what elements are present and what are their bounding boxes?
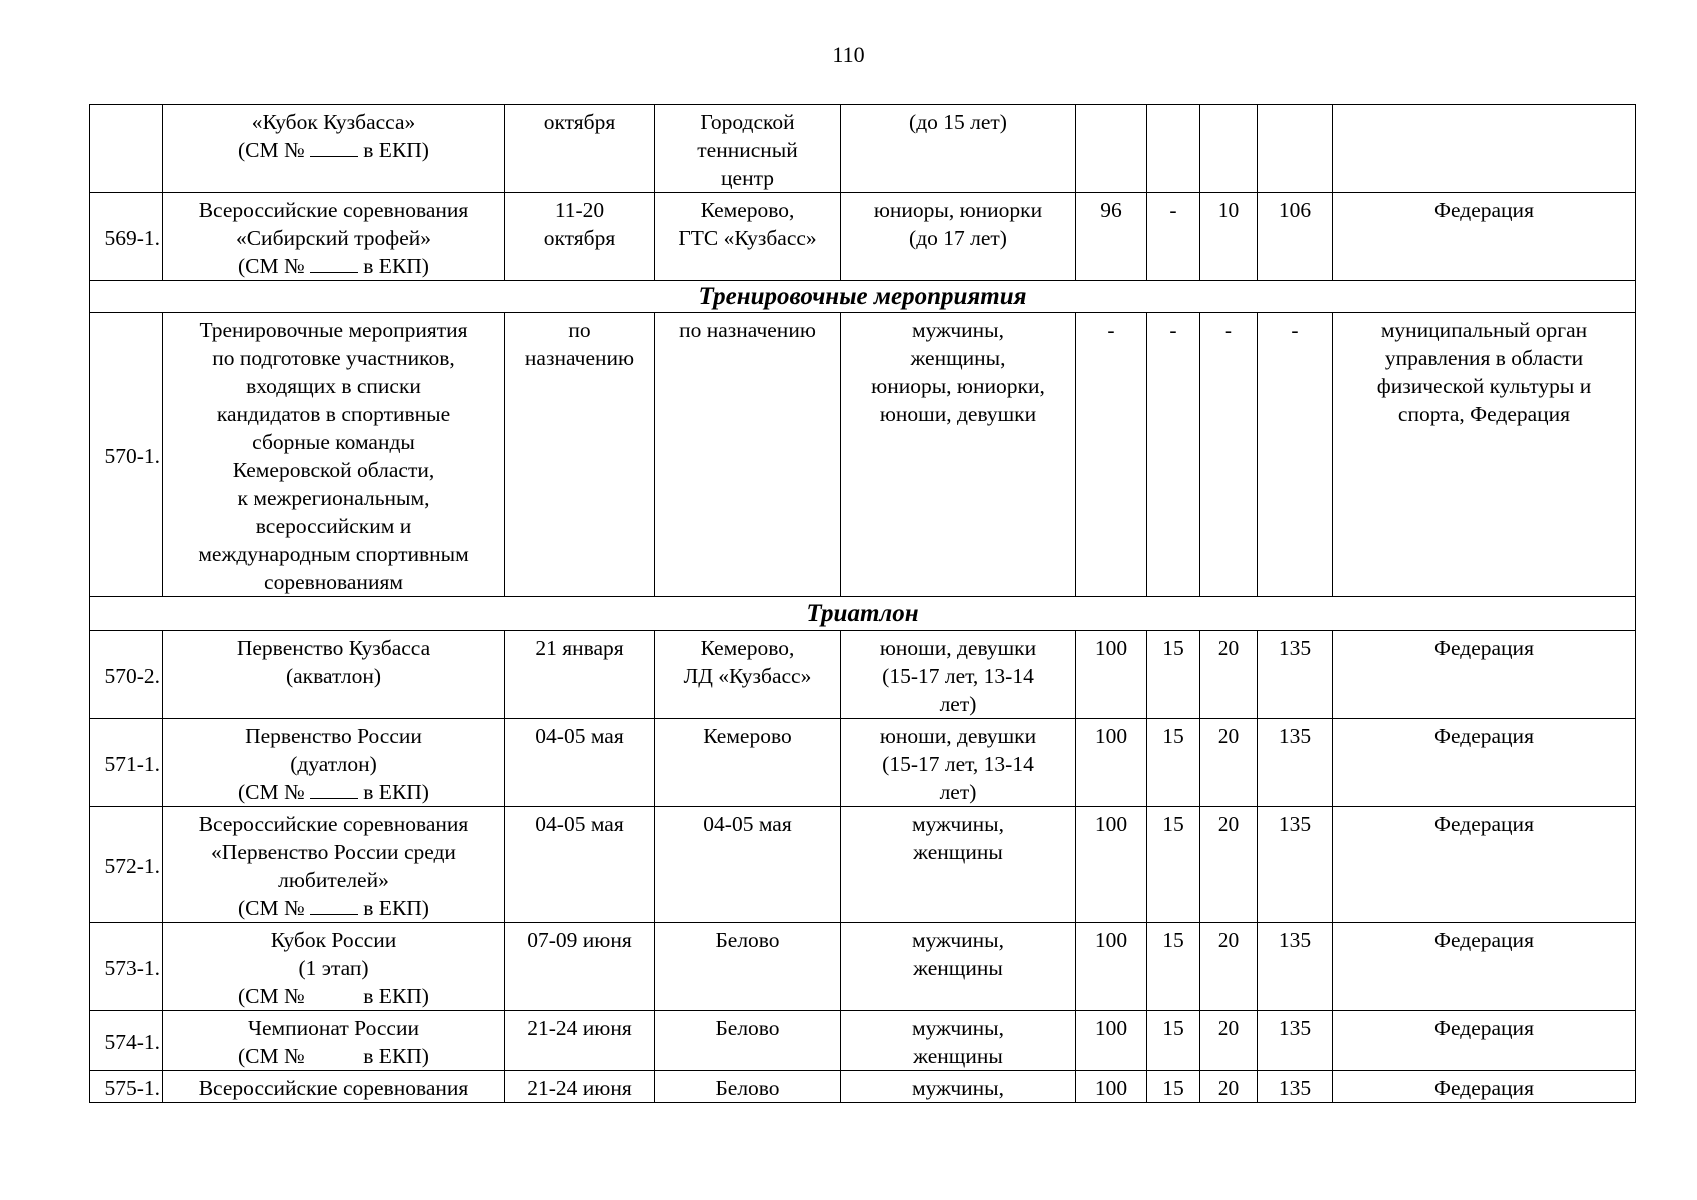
row-number: 573-1. xyxy=(90,923,163,1011)
count-c2: 15 xyxy=(1147,923,1200,1011)
cm-prefix: (СМ № xyxy=(238,138,305,162)
count-c2: 15 xyxy=(1147,807,1200,923)
event-name-line: соревнованиям xyxy=(264,570,403,594)
event-dates-line: 04-05 мая xyxy=(535,724,624,748)
event-dates-cell xyxy=(505,105,655,193)
event-dates-line: 21 января xyxy=(535,636,624,660)
event-name-cell xyxy=(163,807,505,923)
event-place-line: Кемерово, xyxy=(700,636,795,660)
organizer-line: Федерация xyxy=(1434,1076,1534,1100)
event-name-cell xyxy=(163,193,505,281)
count-c1 xyxy=(1076,105,1147,193)
cm-prefix: (СМ № xyxy=(238,984,305,1008)
participants-cell xyxy=(841,923,1076,1011)
participants-cell xyxy=(841,807,1076,923)
organizer-cell xyxy=(1333,631,1636,719)
event-place-line: по назначению xyxy=(679,318,816,342)
count-c3: 20 xyxy=(1200,1011,1258,1071)
event-place-line: ГТС «Кузбасс» xyxy=(678,226,817,250)
event-place-cell xyxy=(655,631,841,719)
event-name-line: сборные команды xyxy=(252,430,415,454)
cm-reference xyxy=(167,252,500,280)
participants-line: юноши, девушки xyxy=(879,724,1037,748)
count-c2: - xyxy=(1147,193,1200,281)
cm-suffix: в ЕКП) xyxy=(363,254,429,278)
organizer-cell xyxy=(1333,105,1636,193)
table-row xyxy=(90,631,1636,719)
organizer-line: Федерация xyxy=(1434,812,1534,836)
total-count: 135 xyxy=(1258,631,1333,719)
organizer-cell xyxy=(1333,807,1636,923)
event-dates-cell xyxy=(505,1071,655,1103)
organizer-line: управления в области xyxy=(1384,346,1584,370)
participants-line: (15-17 лет, 13-14 xyxy=(882,752,1034,776)
event-dates-cell xyxy=(505,923,655,1011)
event-name-line: Всероссийские соревнования xyxy=(198,1076,469,1100)
count-c2 xyxy=(1147,105,1200,193)
cm-reference xyxy=(167,982,500,1010)
cm-suffix: в ЕКП) xyxy=(363,1044,429,1068)
participants-line: мужчины, xyxy=(911,812,1005,836)
event-place-line: Белово xyxy=(715,1016,780,1040)
event-place-cell xyxy=(655,105,841,193)
row-number xyxy=(90,105,163,193)
count-c2: - xyxy=(1147,313,1200,597)
participants-line: юноши, девушки xyxy=(879,636,1037,660)
event-place-line: ЛД «Кузбасс» xyxy=(683,664,812,688)
event-dates-line: по xyxy=(568,318,591,342)
count-c3: 20 xyxy=(1200,631,1258,719)
cm-reference xyxy=(167,778,500,806)
events-table-body xyxy=(90,105,1636,1103)
count-c2: 15 xyxy=(1147,1071,1200,1103)
total-count: - xyxy=(1258,313,1333,597)
event-name-line: Первенство России xyxy=(245,724,422,748)
event-dates-cell xyxy=(505,719,655,807)
event-name-line: Кемеровской области, xyxy=(232,458,435,482)
organizer-line: Федерация xyxy=(1434,198,1534,222)
event-dates-cell xyxy=(505,193,655,281)
event-dates-cell xyxy=(505,313,655,597)
event-place-cell xyxy=(655,719,841,807)
events-table xyxy=(89,104,1636,1103)
cm-blank xyxy=(310,136,358,157)
organizer-line: Федерация xyxy=(1434,928,1534,952)
table-row xyxy=(90,193,1636,281)
event-name-line: «Сибирский трофей» xyxy=(235,226,432,250)
event-dates-line: 04-05 мая xyxy=(535,812,624,836)
event-name-cell xyxy=(163,631,505,719)
event-place-cell xyxy=(655,1011,841,1071)
event-name-line: кандидатов в спортивные xyxy=(216,402,451,426)
row-number: 570-1. xyxy=(90,313,163,597)
count-c1: - xyxy=(1076,313,1147,597)
event-dates-line: назначению xyxy=(524,346,635,370)
event-dates-line: 07-09 июня xyxy=(527,928,632,952)
event-place-cell xyxy=(655,923,841,1011)
event-place-line: Белово xyxy=(715,1076,780,1100)
organizer-line: муниципальный орган xyxy=(1380,318,1588,342)
participants-line: мужчины, xyxy=(911,1076,1005,1100)
table-row xyxy=(90,923,1636,1011)
event-place-line: теннисный xyxy=(697,138,798,162)
total-count: 135 xyxy=(1258,923,1333,1011)
event-place-line: Кемерово, xyxy=(700,198,795,222)
event-name-line: Всероссийские соревнования xyxy=(198,198,469,222)
section-row xyxy=(90,597,1636,631)
event-name-line: международным спортивным xyxy=(198,542,469,566)
participants-line: (15-17 лет, 13-14 xyxy=(882,664,1034,688)
event-name-line: «Кубок Кузбасса» xyxy=(251,110,416,134)
event-place-line: 04-05 мая xyxy=(703,812,792,836)
event-name-cell xyxy=(163,1071,505,1103)
count-c3: 10 xyxy=(1200,193,1258,281)
organizer-line: Федерация xyxy=(1434,1016,1534,1040)
event-name-line: по подготовке участников, xyxy=(212,346,455,370)
participants-line: мужчины, xyxy=(911,318,1005,342)
event-name-line: Чемпионат России xyxy=(248,1016,419,1040)
table-row xyxy=(90,807,1636,923)
event-dates-line: 21-24 июня xyxy=(527,1076,632,1100)
count-c1: 96 xyxy=(1076,193,1147,281)
participants-line: (до 15 лет) xyxy=(909,110,1007,134)
participants-line: юниоры, юниорки, xyxy=(871,374,1045,398)
count-c2: 15 xyxy=(1147,719,1200,807)
event-place-cell xyxy=(655,807,841,923)
table-row xyxy=(90,1071,1636,1103)
event-name-line: «Первенство России среди xyxy=(211,840,456,864)
cm-prefix: (СМ № xyxy=(238,254,305,278)
event-name-line: Первенство Кузбасса xyxy=(236,636,431,660)
event-place-cell xyxy=(655,1071,841,1103)
organizer-cell xyxy=(1333,1011,1636,1071)
count-c1: 100 xyxy=(1076,719,1147,807)
event-dates-line: 21-24 июня xyxy=(527,1016,632,1040)
participants-line: (до 17 лет) xyxy=(909,226,1007,250)
organizer-line: физической культуры и xyxy=(1376,374,1592,398)
row-number: 574-1. xyxy=(90,1011,163,1071)
event-name-line: Тренировочные мероприятия xyxy=(199,318,468,342)
total-count xyxy=(1258,105,1333,193)
participants-line: юноши, девушки xyxy=(879,402,1037,426)
cm-suffix: в ЕКП) xyxy=(363,984,429,1008)
section-title: Тренировочные мероприятия xyxy=(90,281,1636,313)
cm-blank xyxy=(310,778,358,799)
count-c1: 100 xyxy=(1076,923,1147,1011)
cm-suffix: в ЕКП) xyxy=(363,138,429,162)
table-row xyxy=(90,1011,1636,1071)
organizer-cell xyxy=(1333,923,1636,1011)
count-c3 xyxy=(1200,105,1258,193)
event-name-cell xyxy=(163,1011,505,1071)
total-count: 135 xyxy=(1258,719,1333,807)
table-row xyxy=(90,719,1636,807)
event-dates-line: 11-20 xyxy=(554,198,605,222)
organizer-line: Федерация xyxy=(1434,636,1534,660)
cm-prefix: (СМ № xyxy=(238,1044,305,1068)
count-c3: 20 xyxy=(1200,923,1258,1011)
count-c1: 100 xyxy=(1076,1011,1147,1071)
organizer-cell xyxy=(1333,1071,1636,1103)
event-place-line: Кемерово xyxy=(703,724,792,748)
participants-line: юниоры, юниорки xyxy=(873,198,1043,222)
event-dates-cell xyxy=(505,1011,655,1071)
participants-line: женщины xyxy=(913,956,1003,980)
participants-cell xyxy=(841,193,1076,281)
row-number: 570-2. xyxy=(90,631,163,719)
table-row xyxy=(90,105,1636,193)
count-c1: 100 xyxy=(1076,1071,1147,1103)
event-name-line: любителей» xyxy=(278,868,389,892)
participants-cell xyxy=(841,719,1076,807)
participants-line: лет) xyxy=(939,780,977,804)
event-place-line: центр xyxy=(721,166,774,190)
participants-line: женщины, xyxy=(910,346,1006,370)
event-place-line: Белово xyxy=(715,928,780,952)
organizer-cell xyxy=(1333,193,1636,281)
cm-reference xyxy=(167,1042,500,1070)
organizer-line: Федерация xyxy=(1434,724,1534,748)
cm-suffix: в ЕКП) xyxy=(363,780,429,804)
count-c2: 15 xyxy=(1147,1011,1200,1071)
participants-line: женщины xyxy=(913,1044,1003,1068)
total-count: 106 xyxy=(1258,193,1333,281)
event-name-line: (1 этап) xyxy=(298,956,369,980)
count-c3: 20 xyxy=(1200,719,1258,807)
event-name-line: входящих в списки xyxy=(246,374,421,398)
count-c3: 20 xyxy=(1200,807,1258,923)
row-number: 569-1. xyxy=(90,193,163,281)
organizer-cell xyxy=(1333,719,1636,807)
row-number: 571-1. xyxy=(90,719,163,807)
event-name-cell xyxy=(163,719,505,807)
event-dates-line: октября xyxy=(543,110,616,134)
cm-prefix: (СМ № xyxy=(238,896,305,920)
participants-cell xyxy=(841,631,1076,719)
total-count: 135 xyxy=(1258,807,1333,923)
count-c1: 100 xyxy=(1076,807,1147,923)
section-title: Триатлон xyxy=(90,597,1636,631)
total-count: 135 xyxy=(1258,1071,1333,1103)
cm-blank xyxy=(310,252,358,273)
organizer-line: спорта, Федерация xyxy=(1397,402,1571,426)
cm-prefix: (СМ № xyxy=(238,780,305,804)
cm-reference xyxy=(167,894,500,922)
event-name-cell xyxy=(163,923,505,1011)
event-dates-cell xyxy=(505,631,655,719)
participants-cell xyxy=(841,105,1076,193)
cm-reference xyxy=(167,136,500,164)
event-name-line: всероссийским и xyxy=(255,514,412,538)
row-number: 572-1. xyxy=(90,807,163,923)
event-name-line: к межрегиональным, xyxy=(237,486,430,510)
count-c3: - xyxy=(1200,313,1258,597)
organizer-cell xyxy=(1333,313,1636,597)
page-number: 110 xyxy=(832,42,865,67)
total-count: 135 xyxy=(1258,1011,1333,1071)
event-place-cell xyxy=(655,313,841,597)
event-name-line: Всероссийские соревнования xyxy=(198,812,469,836)
event-place-line: Городской xyxy=(700,110,795,134)
table-row xyxy=(90,313,1636,597)
participants-line: мужчины, xyxy=(911,928,1005,952)
event-name-line: Кубок России xyxy=(270,928,397,952)
cm-suffix: в ЕКП) xyxy=(363,896,429,920)
row-number: 575-1. xyxy=(90,1071,163,1103)
section-row xyxy=(90,281,1636,313)
event-dates-line: октября xyxy=(543,226,616,250)
event-place-cell xyxy=(655,193,841,281)
participants-cell xyxy=(841,1071,1076,1103)
event-name-cell xyxy=(163,313,505,597)
count-c2: 15 xyxy=(1147,631,1200,719)
event-name-cell xyxy=(163,105,505,193)
participants-line: мужчины, xyxy=(911,1016,1005,1040)
participants-cell xyxy=(841,313,1076,597)
count-c1: 100 xyxy=(1076,631,1147,719)
count-c3: 20 xyxy=(1200,1071,1258,1103)
event-name-line: (дуатлон) xyxy=(290,752,377,776)
participants-line: лет) xyxy=(939,692,977,716)
event-dates-cell xyxy=(505,807,655,923)
event-name-line: (акватлон) xyxy=(285,664,381,688)
cm-blank xyxy=(310,894,358,915)
participants-line: женщины xyxy=(913,840,1003,864)
participants-cell xyxy=(841,1011,1076,1071)
